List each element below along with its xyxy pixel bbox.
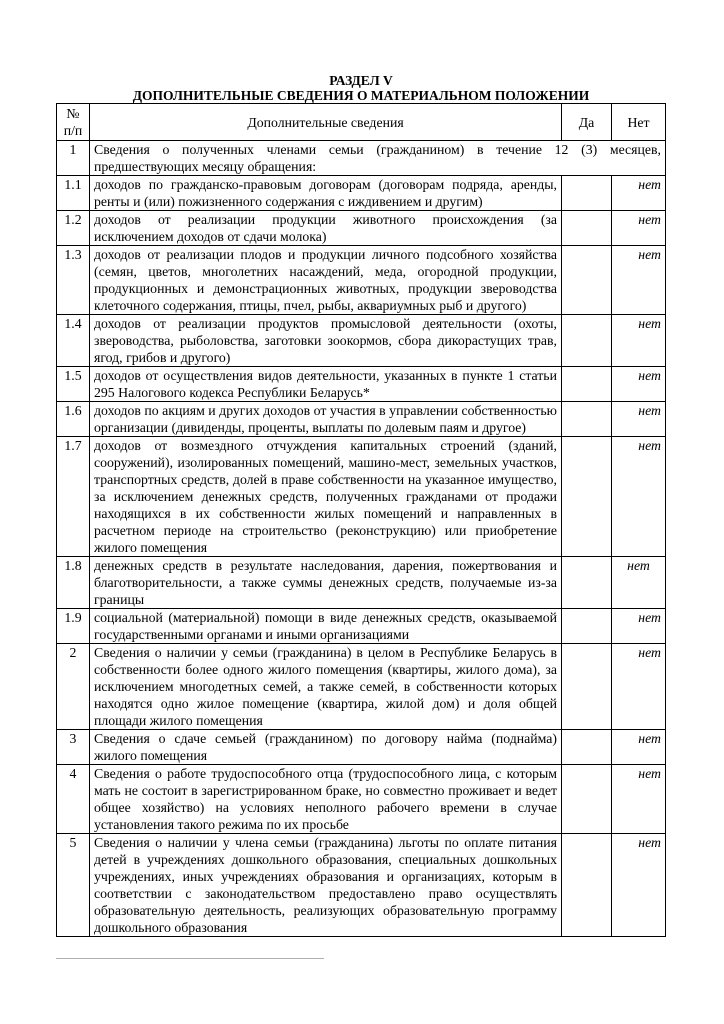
header-yes: Да xyxy=(562,104,612,141)
no-cell: нет xyxy=(612,730,666,765)
yes-cell xyxy=(562,609,612,644)
no-cell: нет xyxy=(612,765,666,834)
no-cell: нет xyxy=(612,557,666,609)
no-cell: нет xyxy=(612,367,666,402)
no-cell: нет xyxy=(612,402,666,437)
yes-cell xyxy=(562,176,612,211)
row-number: 1.6 xyxy=(57,402,90,437)
no-cell: нет xyxy=(612,644,666,730)
yes-cell xyxy=(562,315,612,367)
yes-cell xyxy=(562,834,612,937)
row-description: доходов от реализации продуктов промысловой деятельности (охоты, звероводства, рыболовства, заготовки зоокормов, сбора дикорастущих трав, ягод, грибов и другого) xyxy=(90,315,562,367)
no-cell: нет xyxy=(612,176,666,211)
header-no: Нет xyxy=(612,104,666,141)
row-description: доходов от реализации продукции животного происхождения (за исключением доходов от сдачи молока) xyxy=(90,211,562,246)
table-row xyxy=(57,402,666,437)
additional-info-table xyxy=(56,103,666,937)
no-cell: нет xyxy=(612,609,666,644)
row-description: Сведения о полученных членами семьи (гражданином) в течение 12 (3) месяцев, предшествующих месяцу обращения: xyxy=(90,141,666,176)
row-description: Сведения о работе трудоспособного отца (трудоспособного лица, с которым мать не состоит в зарегистрированном браке, но совместно проживает и ведет общее хозяйство) на условиях неполного рабочего времени в случае установления такого режима по их просьбе xyxy=(90,765,562,834)
row-number: 2 xyxy=(57,644,90,730)
table-header-row xyxy=(57,104,666,141)
table-row xyxy=(57,644,666,730)
table-row xyxy=(57,176,666,211)
row-description: денежных средств в результате наследования, дарения, пожертвования и благотворительности, а также суммы денежных средств, получаемые из-за границы xyxy=(90,557,562,609)
no-cell: нет xyxy=(612,315,666,367)
table-row xyxy=(57,730,666,765)
yes-cell xyxy=(562,211,612,246)
table-row xyxy=(57,765,666,834)
yes-cell xyxy=(562,367,612,402)
row-description: доходов от осуществления видов деятельности, указанных в пункте 1 статьи 295 Налогового кодекса Республики Беларусь* xyxy=(90,367,562,402)
row-number: 1 xyxy=(57,141,90,176)
table-row xyxy=(57,834,666,937)
row-number: 1.7 xyxy=(57,437,90,557)
row-description: социальной (материальной) помощи в виде денежных средств, оказываемой государственными органами и иными организациями xyxy=(90,609,562,644)
row-number: 1.9 xyxy=(57,609,90,644)
row-description: Сведения о наличии у члена семьи (гражданина) льготы по оплате питания детей в учреждениях дошкольного образования, специальных дошкольных учреждениях, иных учреждениях образования и организациях, которым в соответствии с законодательством предоставлено право осуществлять образовательную деятельность, реализующих образовательную программу дошкольного образования xyxy=(90,834,562,937)
yes-cell xyxy=(562,557,612,609)
yes-cell xyxy=(562,402,612,437)
footnote-separator xyxy=(56,958,324,959)
no-cell: нет xyxy=(612,211,666,246)
row-number: 3 xyxy=(57,730,90,765)
section-title: РАЗДЕЛ V xyxy=(329,73,393,88)
table-row xyxy=(57,141,666,176)
table-row xyxy=(57,211,666,246)
yes-cell xyxy=(562,246,612,315)
table-row xyxy=(57,557,666,609)
no-cell: нет xyxy=(612,834,666,937)
row-number: 4 xyxy=(57,765,90,834)
no-cell: нет xyxy=(612,437,666,557)
row-number: 1.8 xyxy=(57,557,90,609)
yes-cell xyxy=(562,765,612,834)
row-description: доходов по акциям и других доходов от участия в управлении собственностью организации (дивиденды, проценты, выплаты по долевым паям и другое) xyxy=(90,402,562,437)
row-number: 1.4 xyxy=(57,315,90,367)
no-cell: нет xyxy=(612,246,666,315)
table-row xyxy=(57,246,666,315)
row-number: 1.3 xyxy=(57,246,90,315)
table-row xyxy=(57,437,666,557)
header-description: Дополнительные сведения xyxy=(90,104,562,141)
section-subtitle: ДОПОЛНИТЕЛЬНЫЕ СВЕДЕНИЯ О МАТЕРИАЛЬНОМ ПОЛОЖЕНИИ xyxy=(132,88,590,103)
row-description: доходов от реализации плодов и продукции личного подсобного хозяйства (семян, цветов, многолетних насаждений, меда, огородной продукции, продукционных и демонстрационных животных, продукции звероводства клеточного содержания, птицы, пчел, рыбы, аквариумных рыб и другого) xyxy=(90,246,562,315)
row-description: Сведения о наличии у семьи (гражданина) в целом в Республике Беларусь в собственности более одного жилого помещения (квартиры, жилого дома), за исключением многодетных семей, а также семей, в собственности которых находятся одно жилое помещение (квартира, жилой дом) и доля общей площади жилого помещения xyxy=(90,644,562,730)
yes-cell xyxy=(562,730,612,765)
row-description: доходов от возмездного отчуждения капитальных строений (зданий, сооружений), изолированных помещений, машино-мест, земельных участков, транспортных средств, долей в праве собственности на указанное имущество, за исключением денежных средств, полученных гражданами от продажи находящихся в их собственности жилых помещений и направленных в расчетном периоде на строительство (реконструкцию) или приобретение жилого помещения xyxy=(90,437,562,557)
row-number: 5 xyxy=(57,834,90,937)
header-number: № п/п xyxy=(57,104,90,141)
yes-cell xyxy=(562,437,612,557)
table-row xyxy=(57,367,666,402)
row-number: 1.5 xyxy=(57,367,90,402)
table-row xyxy=(57,315,666,367)
row-number: 1.2 xyxy=(57,211,90,246)
yes-cell xyxy=(562,644,612,730)
table-row xyxy=(57,609,666,644)
row-number: 1.1 xyxy=(57,176,90,211)
row-description: доходов по гражданско-правовым договорам (договорам подряда, аренды, ренты и (или) пожизненного содержания с иждивением и другим) xyxy=(90,176,562,211)
row-description: Сведения о сдаче семьей (гражданином) по договору найма (поднайма) жилого помещения xyxy=(90,730,562,765)
